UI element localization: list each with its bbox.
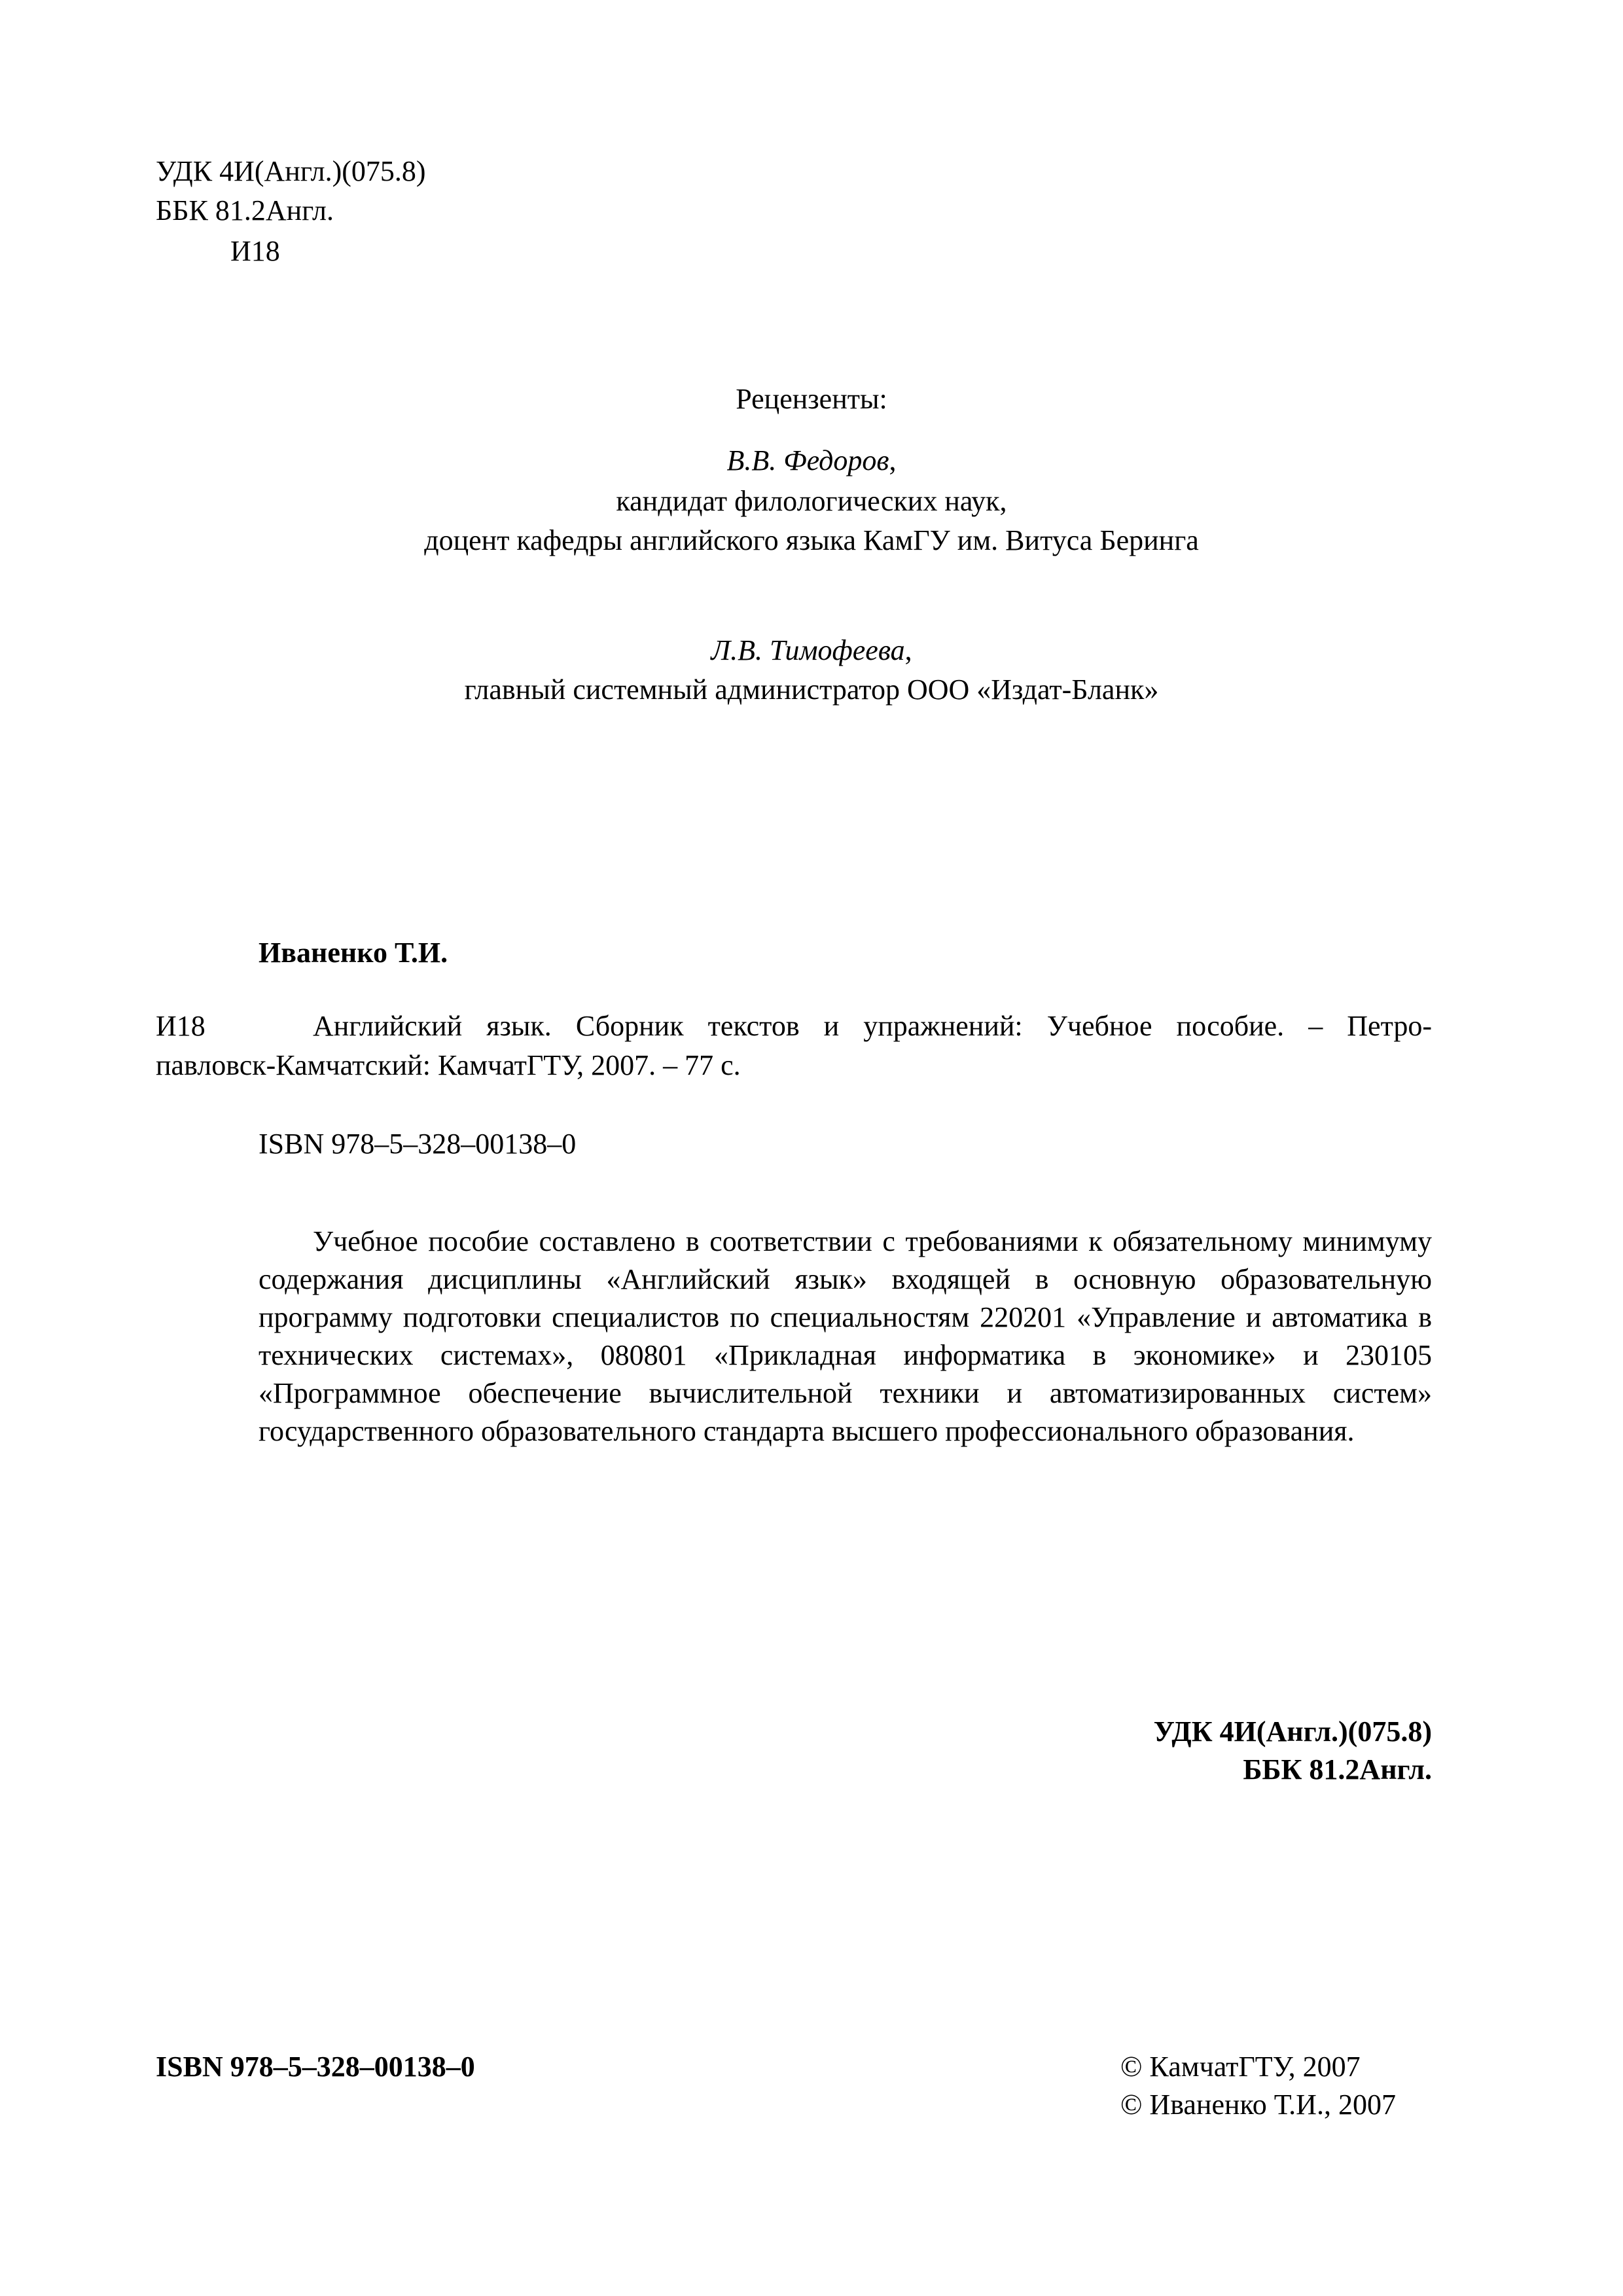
reviewer-1-name [0,441,1623,480]
annotation-text: Учебное пособие составлено в соответствии с требованиями к обязательному минимуму содержания дисциплины «Английский язык» входящей в основную образовательную программу подготовки специалистов по специальностям 220201 «Управление и автоматика в технических системах», 080801 «Прикладная информатика в экономике» и 230105 «Программное обеспечение вычислительной техники и автоматизированных систем» государственного образовательного стандарта высшего профессионального образования. [259,1225,1432,1447]
reviewer-1-degree: кандидат филологических наук, [616,485,1007,517]
annotation [259,1223,1432,1450]
reviewer-1-name-suffix: , [889,444,897,476]
copyright-publisher: © КамчатГТУ, 2007 [1120,2051,1361,2083]
author-name: Иваненко Т.И. [259,937,448,969]
bibliography-line-2: павловск-Камчатский: КамчатГТУ, 2007. – 77 с. [156,1049,741,1081]
reviewer-2-name-text: Л.В. Тимофеева [711,634,905,666]
isbn-footer: ISBN 978–5–328–00138–0 [156,2051,475,2083]
bbk-code-bottom: ББК 81.2Англ. [1243,1753,1432,1785]
reviewers-title: Рецензенты: [736,383,887,415]
reviewer-2-name-suffix: , [904,634,912,666]
bibliography-code: И18 [156,1010,205,1042]
udk-code-bottom: УДК 4И(Англ.)(075.8) [1153,1715,1432,1748]
bibliography-line-1: Английский язык. Сборник текстов и упражнений: Учебное пособие. – Петро- [313,1010,1432,1042]
bbk-code-top: ББК 81.2Англ. [156,194,334,226]
udk-code-top: УДК 4И(Англ.)(075.8) [156,155,426,187]
reviewer-2-name [0,631,1623,670]
reviewer-1-name-text: В.В. Федоров [726,444,889,476]
author-mark-top: И18 [230,235,280,267]
reviewer-2-position: главный системный администратор ООО «Издат-Бланк» [464,673,1159,706]
copyright-author: © Иваненко Т.И., 2007 [1120,2089,1396,2121]
reviewer-1-position: доцент кафедры английского языка КамГУ им. Витуса Беринга [424,524,1199,556]
isbn-entry: ISBN 978–5–328–00138–0 [259,1128,577,1160]
